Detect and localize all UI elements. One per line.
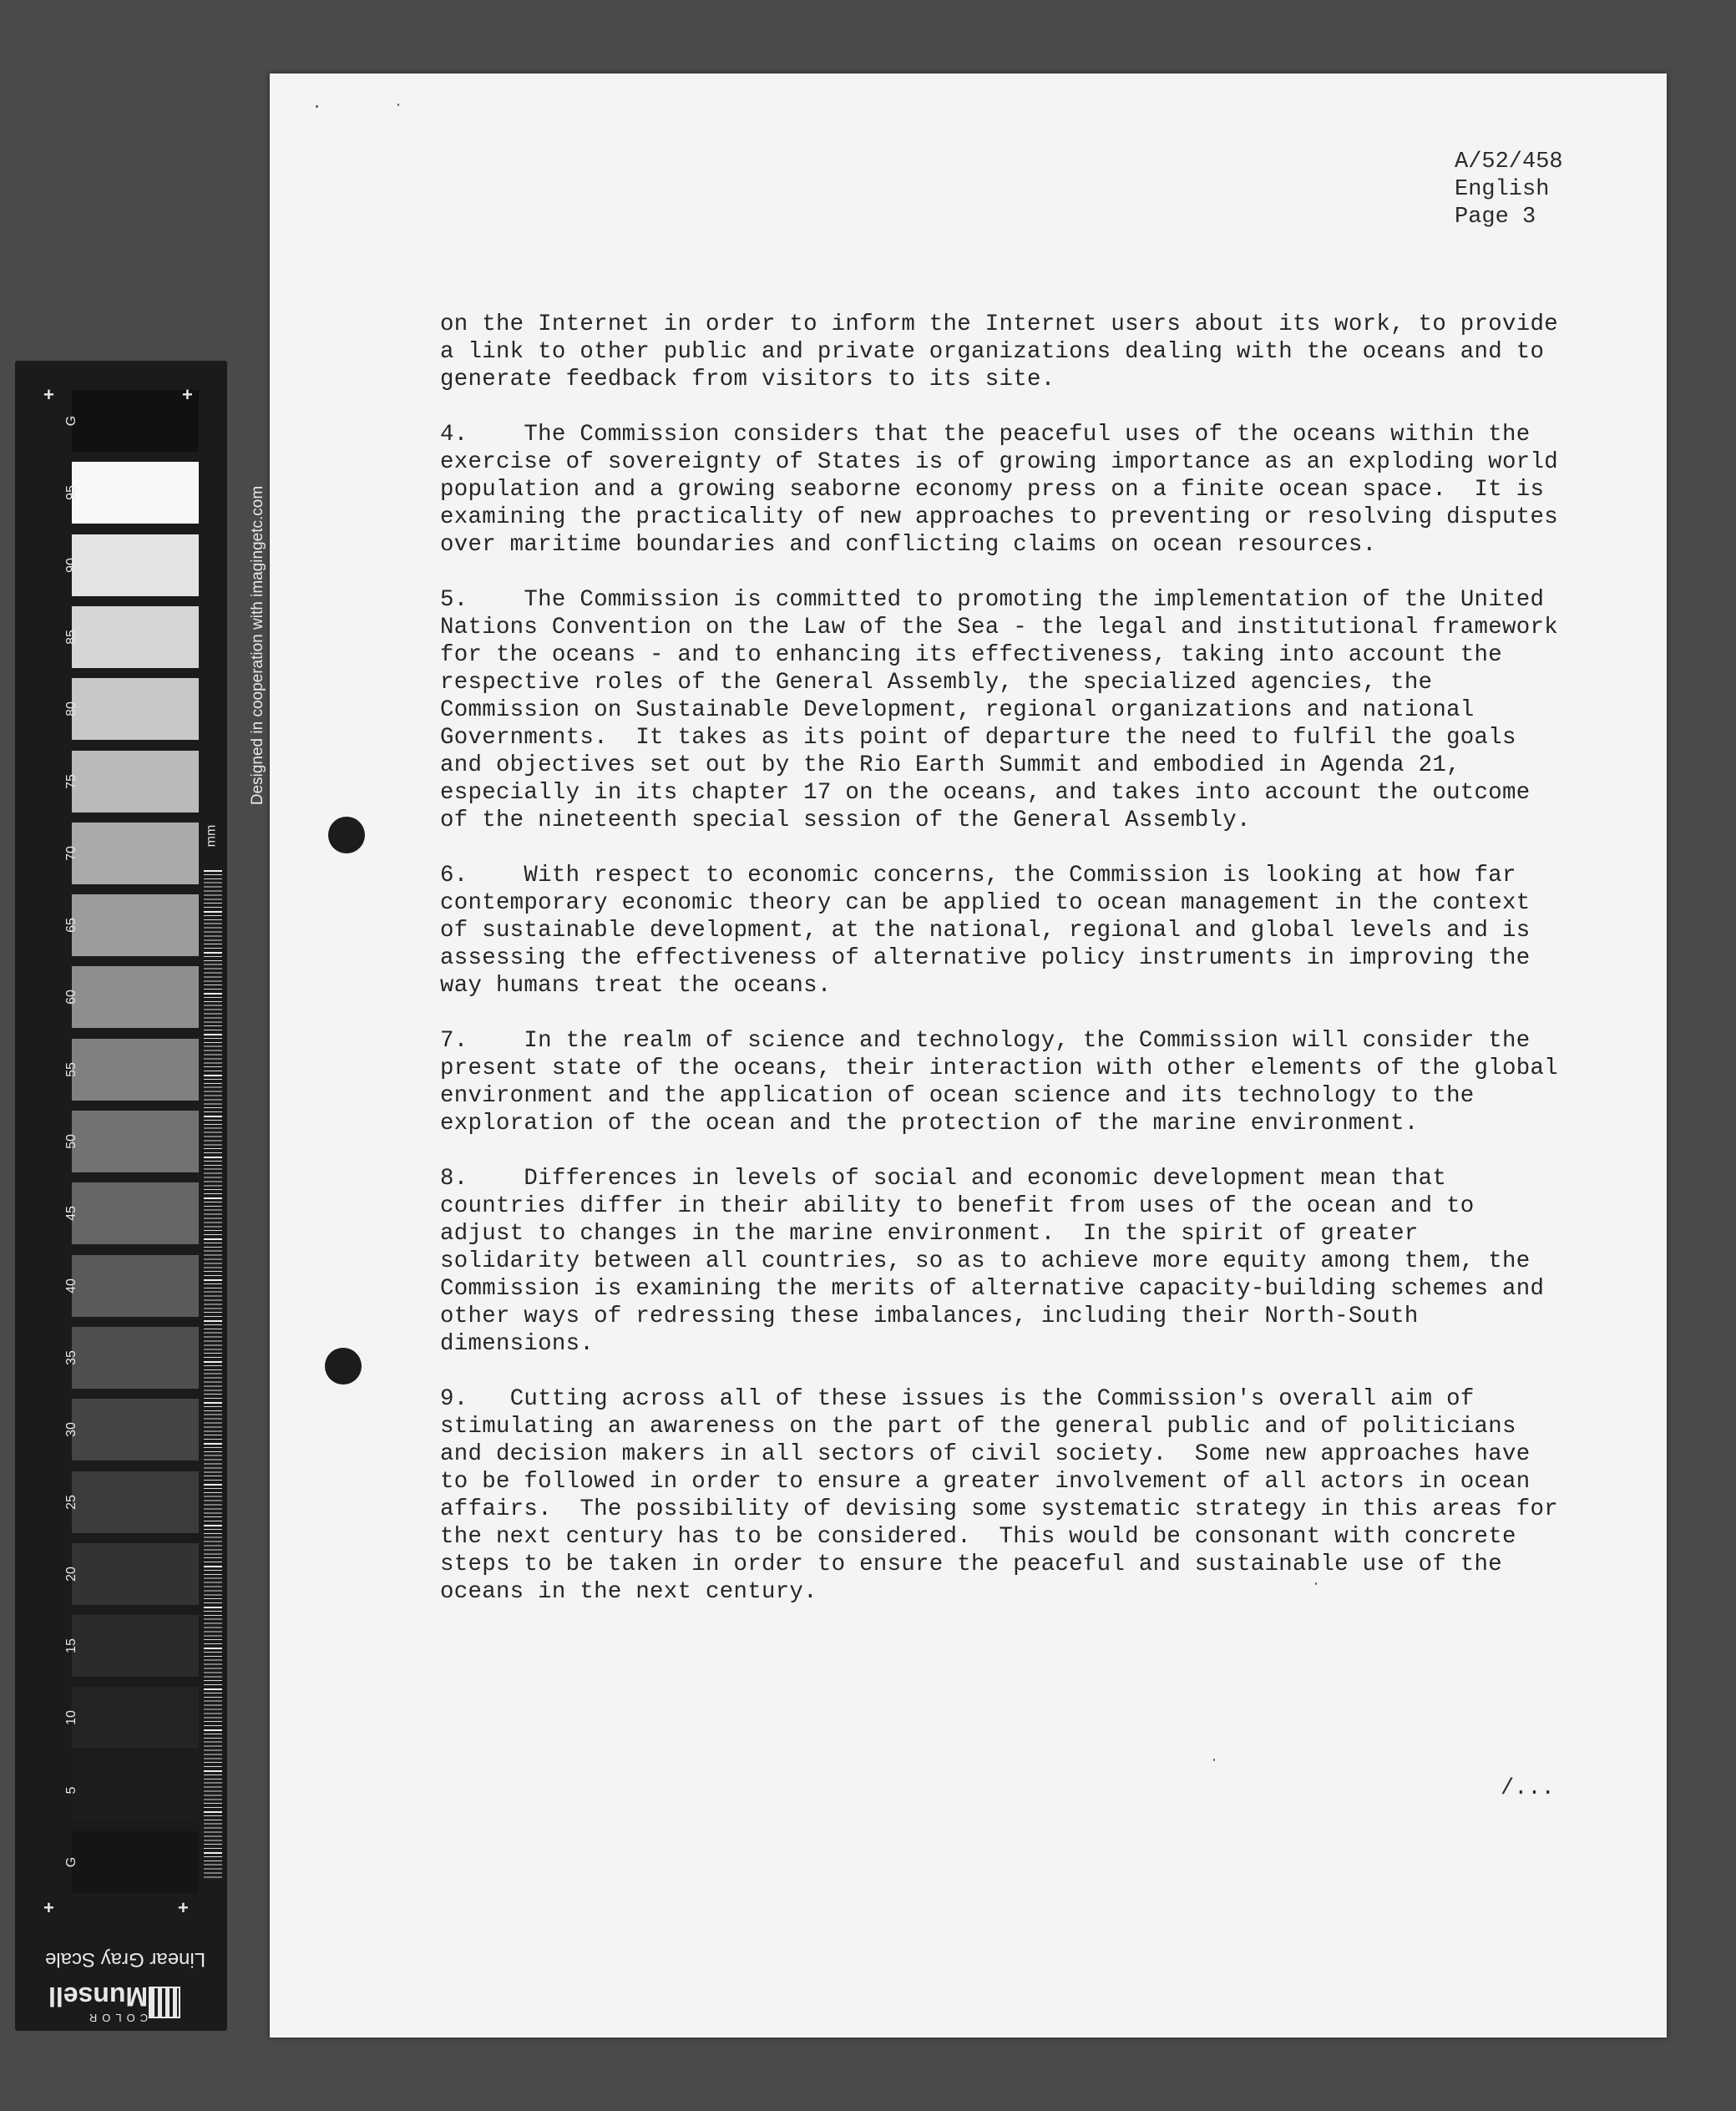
paragraph-text: With respect to economic concerns, the Commission is looking at how far contemporary economic theory can be applied to ocean management in the context of sustainable development, at the national, regional and global levels and is assessing the effectiveness of alternative policy instruments in improving the way humans treat the oceans. — [440, 863, 1531, 999]
plus-mark-top-left: + — [43, 384, 54, 405]
paragraph-number: 7. — [440, 1028, 468, 1054]
brand-name: Munsell — [48, 1982, 149, 2012]
gray-swatch — [72, 751, 199, 813]
paragraph-number: 5. — [440, 587, 468, 613]
gray-swatch — [72, 1327, 199, 1389]
paragraph — [440, 311, 1567, 393]
swatch-label: 95 — [64, 485, 78, 501]
gray-swatch — [72, 1182, 199, 1244]
paragraph-number: 8. — [440, 1166, 468, 1192]
gray-swatch — [72, 894, 199, 956]
swatch-label: G — [64, 415, 78, 427]
munsell-logo-icon — [149, 1987, 180, 2018]
paragraph — [440, 1385, 1567, 1606]
gray-swatch — [72, 534, 199, 596]
gray-swatch — [72, 1759, 199, 1821]
document-header — [1455, 149, 1563, 231]
swatch-label: 60 — [64, 990, 78, 1005]
swatch-label: 75 — [64, 773, 78, 789]
plus-mark-bottom-right: + — [178, 1897, 189, 1918]
swatch-label: 90 — [64, 557, 78, 573]
gray-swatch — [72, 823, 199, 884]
swatch-label: G — [64, 1856, 78, 1868]
punch-hole — [328, 817, 365, 853]
paragraph — [440, 421, 1567, 559]
scale-title: Linear Gray Scale — [45, 1948, 206, 1971]
gray-swatch — [72, 1399, 199, 1460]
swatch-label: 5 — [64, 1786, 78, 1795]
paragraph — [440, 862, 1567, 1000]
paragraph — [440, 1165, 1567, 1358]
paragraph-text: The Commission considers that the peaceful uses of the oceans within the exercise of sovereignty of States is of growing importance as an exploding world population and a growing seaborne economy press on a finite ocean space. It is examining the practicality of new approaches to preventing or resolving disputes over maritime boundaries and conflicting claims on ocean resources. — [440, 422, 1558, 558]
document-body — [440, 311, 1567, 1633]
paper-speck — [316, 105, 318, 108]
gray-swatch — [72, 1471, 199, 1533]
swatch-label: 30 — [64, 1422, 78, 1438]
paragraph-text: Cutting across all of these issues is the Commission's overall aim of stimulating an awareness on the part of the general public and of politicians and decision makers in all sectors of civil society. Some new approaches have to be followed in order to ensure a greater involvement of all actors in ocean affairs. The possibility of devising some systematic strategy in this areas for the next century has to be considered. This would be consonant with concrete steps to be taken in order to ensure the peaceful and sustainable use of the oceans in the next century. — [440, 1386, 1558, 1605]
gray-swatch — [72, 966, 199, 1028]
swatch-label: 55 — [64, 1061, 78, 1077]
mm-ruler-major-ticks — [204, 870, 222, 1881]
paragraph-number: 6. — [440, 863, 468, 888]
gray-swatch — [72, 390, 199, 452]
continuation-mark: /... — [1501, 1776, 1555, 1801]
credit-text: Designed in cooperation with imagingetc.com — [249, 485, 267, 806]
plus-mark-bottom-left: + — [43, 1897, 54, 1918]
gray-swatch — [72, 1255, 199, 1317]
paper-speck — [1213, 1759, 1215, 1761]
plus-mark-top-right: + — [182, 384, 193, 405]
swatch-label: 40 — [64, 1278, 78, 1293]
paragraph — [440, 1027, 1567, 1137]
paragraph-text: Differences in levels of social and economic development mean that countries differ in their ability to benefit from uses of the ocean and to adjust to changes in the marine environment. In the spirit of greater solidarity between all countries, so as to achieve more equity among them, the Commission is examining the merits of alternative capacity-building schemes and other ways of redressing these imbalances, including their North-South dimensions. — [440, 1166, 1545, 1357]
swatch-label: 50 — [64, 1134, 78, 1149]
swatch-label: 80 — [64, 701, 78, 717]
page-number: Page 3 — [1455, 205, 1536, 230]
paper-speck — [397, 104, 399, 106]
gray-swatch — [72, 1687, 199, 1749]
swatch-label: 10 — [64, 1710, 78, 1726]
gray-swatch — [72, 1111, 199, 1172]
gray-swatch — [72, 1543, 199, 1605]
paragraph — [440, 586, 1567, 834]
gray-swatch — [72, 1615, 199, 1677]
brand-logo-text — [48, 1981, 148, 2024]
swatch-label: 20 — [64, 1566, 78, 1582]
paragraph-text: on the Internet in order to inform the Internet users about its work, to provide a link to other public and private organizations dealing with the oceans and to generate feedback from visitors to its site. — [440, 311, 1558, 392]
gray-swatch — [72, 1039, 199, 1101]
swatch-label: 65 — [64, 918, 78, 933]
swatch-label: 45 — [64, 1206, 78, 1222]
gray-swatch — [72, 678, 199, 740]
swatch-label: 35 — [64, 1350, 78, 1365]
paragraph-number: 9. — [440, 1386, 468, 1412]
swatch-label: 85 — [64, 630, 78, 645]
punch-hole — [325, 1348, 362, 1385]
swatch-label: 15 — [64, 1638, 78, 1653]
paragraph-number: 4. — [440, 422, 468, 448]
gray-swatch — [72, 1831, 199, 1893]
document-symbol: A/52/458 — [1455, 149, 1563, 175]
swatch-label: 70 — [64, 845, 78, 861]
gray-scale-strip — [15, 361, 267, 2031]
brand-sub: COLOR — [84, 2012, 149, 2024]
paragraph-text: The Commission is committed to promoting the implementation of the United Nations Convention on the Law of the Sea - the legal and institutional framework for the oceans - and to enhancing its effectiveness, taking into account the respective roles of the General Assembly, the specialized agencies, the Commission on Sustainable Development, regional organizations and national Governments. It takes as its point of departure the need to fulfil the goals and objectives set out by the Rio Earth Summit and embodied in Agenda 21, especially in its chapter 17 on the oceans, and takes into account the outcome of the nineteenth special session of the General Assembly. — [440, 587, 1558, 833]
document-language: English — [1455, 177, 1550, 202]
ruler-unit-label: mm — [204, 824, 219, 848]
gray-swatch — [72, 606, 199, 668]
swatch-label: 25 — [64, 1494, 78, 1510]
paragraph-text: In the realm of science and technology, the Commission will consider the present state of the oceans, their interaction with other elements of the global environment and the application of ocean science and its technology to the exploration of the ocean and the protection of the marine environment. — [440, 1028, 1558, 1136]
gray-swatch — [72, 462, 199, 524]
